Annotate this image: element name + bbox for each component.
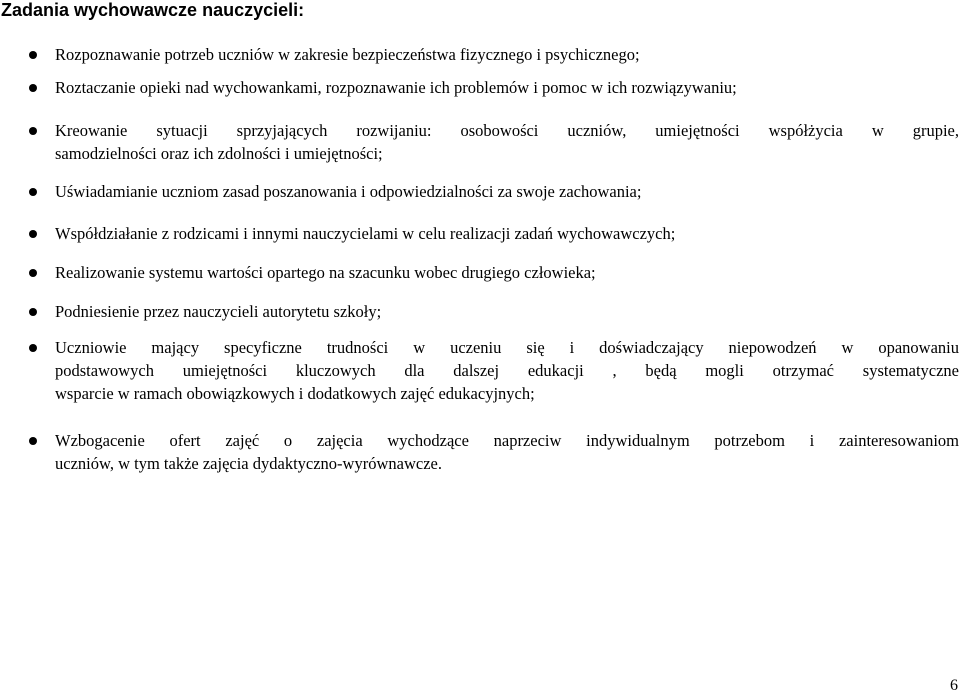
- list-item: [55, 300, 960, 323]
- bullet-icon: [29, 437, 37, 445]
- bullet-icon: [29, 269, 37, 277]
- list-item-text: podstawowych umiejętności kluczowych dla dalszej edukacji , będą mogli otrzymać systematyczne: [55, 361, 959, 380]
- bullet-icon: [29, 84, 37, 92]
- page-title: Zadania wychowawcze nauczycieli:: [1, 0, 305, 20]
- list-item-text: Roztaczanie opieki nad wychowankami, rozpoznawanie ich problemów i pomoc w ich rozwiązywaniu;: [55, 78, 737, 97]
- list-item-text: Podniesienie przez nauczycieli autorytetu szkoły;: [55, 302, 382, 321]
- bullet-icon: [29, 188, 37, 196]
- list-item-text: Kreowanie sytuacji sprzyjających rozwijaniu: osobowości uczniów, umiejętności współżycia w grupie,: [55, 121, 959, 140]
- list-item: [55, 43, 960, 66]
- list-item: [55, 222, 960, 245]
- list-item-text: Współdziałanie z rodzicami i innymi nauczycielami w celu realizacji zadań wychowawczych;: [55, 224, 676, 243]
- bullet-icon: [29, 230, 37, 238]
- page-number: 6: [950, 677, 958, 694]
- list-item: [55, 429, 959, 475]
- list-item: [55, 119, 959, 165]
- list-item-text: Wzbogacenie ofert zajęć o zajęcia wychodzące naprzeciw indywidualnym potrzebom i zainteresowaniom: [55, 431, 959, 450]
- list-item-text: Rozpoznawanie potrzeb uczniów w zakresie bezpieczeństwa fizycznego i psychicznego;: [55, 45, 640, 64]
- list-item-text: uczniów, w tym także zajęcia dydaktyczno-wyrównawcze.: [55, 454, 442, 473]
- list-item: [55, 180, 960, 203]
- bullet-icon: [29, 344, 37, 352]
- bullet-icon: [29, 127, 37, 135]
- list-item-text: samodzielności oraz ich zdolności i umiejętności;: [55, 144, 383, 163]
- list-item-text: Realizowanie systemu wartości opartego na szacunku wobec drugiego człowieka;: [55, 263, 596, 282]
- list-item-text: Uczniowie mający specyficzne trudności w uczeniu się i doświadczający niepowodzeń w opanowaniu: [55, 338, 959, 357]
- list-item: [55, 261, 960, 284]
- list-item: [55, 336, 959, 405]
- list-item: [55, 76, 960, 99]
- bullet-icon: [29, 308, 37, 316]
- bullet-icon: [29, 51, 37, 59]
- list-item-text: wsparcie w ramach obowiązkowych i dodatkowych zajęć edukacyjnych;: [55, 384, 535, 403]
- list-item-text: Uświadamianie uczniom zasad poszanowania i odpowiedzialności za swoje zachowania;: [55, 182, 642, 201]
